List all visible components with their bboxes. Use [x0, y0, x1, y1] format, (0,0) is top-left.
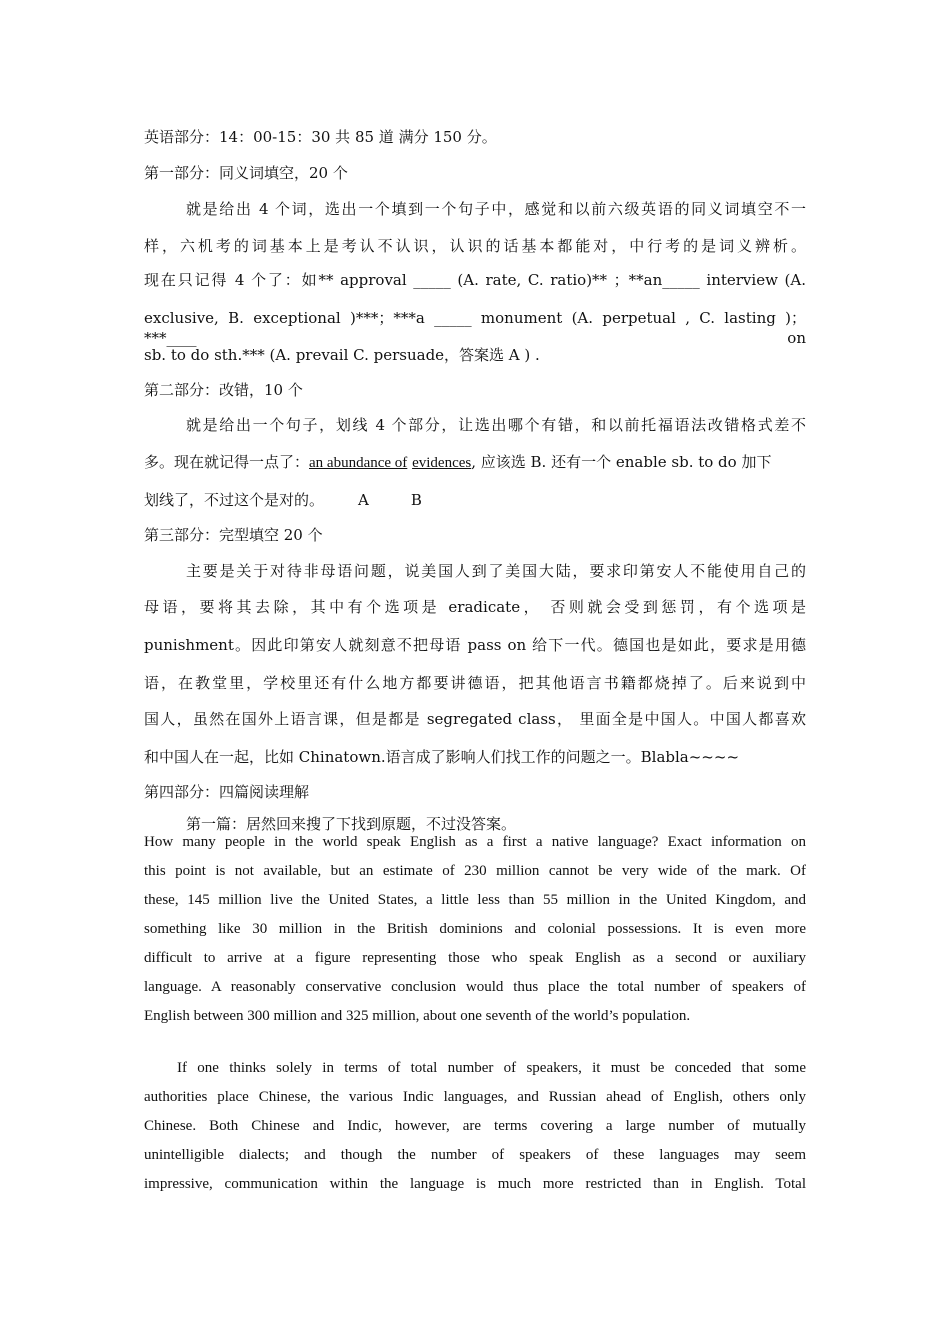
passage-p1-line-2: this point is not available, but an estimate of 230 million cannot be very wide of the mark. Of	[144, 863, 806, 879]
passage-p2-line-2: authorities place Chinese, the various Indic languages, and Russian ahead of English, others only	[144, 1089, 806, 1105]
passage-p2-line-4: unintelligible dialects; and though the number of speakers of these languages may seem	[144, 1147, 806, 1163]
part3-line-3: punishment。因此印第安人就刻意不把母语 pass on 给下一代。德国也是如此，要求是用德	[144, 636, 806, 654]
part3-line-4: 语，在教堂里，学校里还有什么地方都要讲德语，把其他语言书籍都烧掉了。后来说到中	[144, 674, 806, 692]
exam-header: 英语部分：14：00-15：30 共 85 道 满分 150 分。	[144, 128, 497, 146]
part1-example-line-3: sb. to do sth.*** (A. prevail C. persuade，答案选 A ) .	[144, 346, 540, 364]
part1-example-line-1: 现在只记得 4 个了：如** approval _____ (A. rate, C. ratio)** ；**an_____ interview (A.	[144, 271, 806, 289]
underlined-phrase-b: evidences	[412, 455, 472, 471]
part3-title: 第三部分：完型填空 20 个	[144, 526, 323, 544]
part3-line-2: 母语，要将其去除，其中有个选项是 eradicate， 否则就会受到惩罚，有个选项是	[144, 598, 806, 616]
part3-line-1: 主要是关于对待非母语问题，说美国人到了美国大陆，要求印第安人不能使用自己的	[186, 562, 806, 580]
part1-title: 第一部分：同义词填空，20 个	[144, 164, 348, 182]
mark-a: A	[358, 491, 369, 509]
passage-p1-line-1: How many people in the world speak English as a first a native language? Exact information on	[144, 834, 806, 850]
mark-b: B	[410, 491, 422, 509]
passage-p1-line-6: language. A reasonably conservative conclusion would thus place the total number of speakers of	[144, 979, 806, 995]
passage-p1-line-3: these, 145 million live the United States, a little less than 55 million in the United Kingdom, and	[144, 892, 806, 908]
part1-desc-line-1: 就是给出 4 个词，选出一个填到一个句子中，感觉和以前六级英语的同义词填空不一	[186, 200, 806, 218]
passage-p2-line-5: impressive, communication within the language is much more restricted than in English. Total	[144, 1176, 806, 1192]
part2-title: 第二部分：改错，10 个	[144, 381, 303, 399]
passage-p1-line-5: difficult to arrive at a figure representing those who speak English as a second or auxiliary	[144, 950, 806, 966]
part2-desc-line-3	[144, 490, 806, 510]
part1-example-line-2: exclusive, B. exceptional )***；***a _____ monument (A. perpetual , C. lasting )；***____ on	[144, 309, 806, 347]
part4-subtitle: 第一篇：居然回来搜了下找到原题，不过没答案。	[186, 815, 517, 833]
part2-desc-prefix: 多。现在就记得一点了：	[144, 453, 310, 471]
part2-desc-line-1: 就是给出一个句子，划线 4 个部分，让选出哪个有错，和以前托福语法改错格式差不	[186, 416, 806, 434]
passage-p2-line-3: Chinese. Both Chinese and Indic, however, are terms covering a large number of mutually	[144, 1118, 806, 1134]
underlined-phrase-a: an abundance of	[309, 455, 408, 471]
part2-desc-suffix: , 应该选 B. 还有一个 enable sb. to do 加下	[471, 453, 772, 471]
part2-desc-line-3-text: 划线了，不过这个是对的。	[144, 491, 325, 509]
part3-line-6: 和中国人在一起，比如 Chinatown.语言成了影响人们找工作的问题之一。Blabla~~~~	[144, 748, 740, 766]
part1-desc-line-2: 样，六机考的词基本上是考认不认识，认识的话基本都能对，中行考的是词义辨析。	[144, 237, 806, 255]
part2-desc-line-2	[144, 452, 806, 473]
passage-p2-line-1: If one thinks solely in terms of total number of speakers, it must be conceded that some	[177, 1060, 806, 1076]
passage-p1-line-4: something like 30 million in the British dominions and colonial possessions. It is even more	[144, 921, 806, 937]
part4-title: 第四部分：四篇阅读理解	[144, 783, 310, 801]
passage-p1-line-7: English between 300 million and 325 million, about one seventh of the world’s population.	[144, 1008, 691, 1024]
part3-line-5: 国人，虽然在国外上语言课，但是都是 segregated class， 里面全是中国人。中国人都喜欢	[144, 710, 806, 728]
